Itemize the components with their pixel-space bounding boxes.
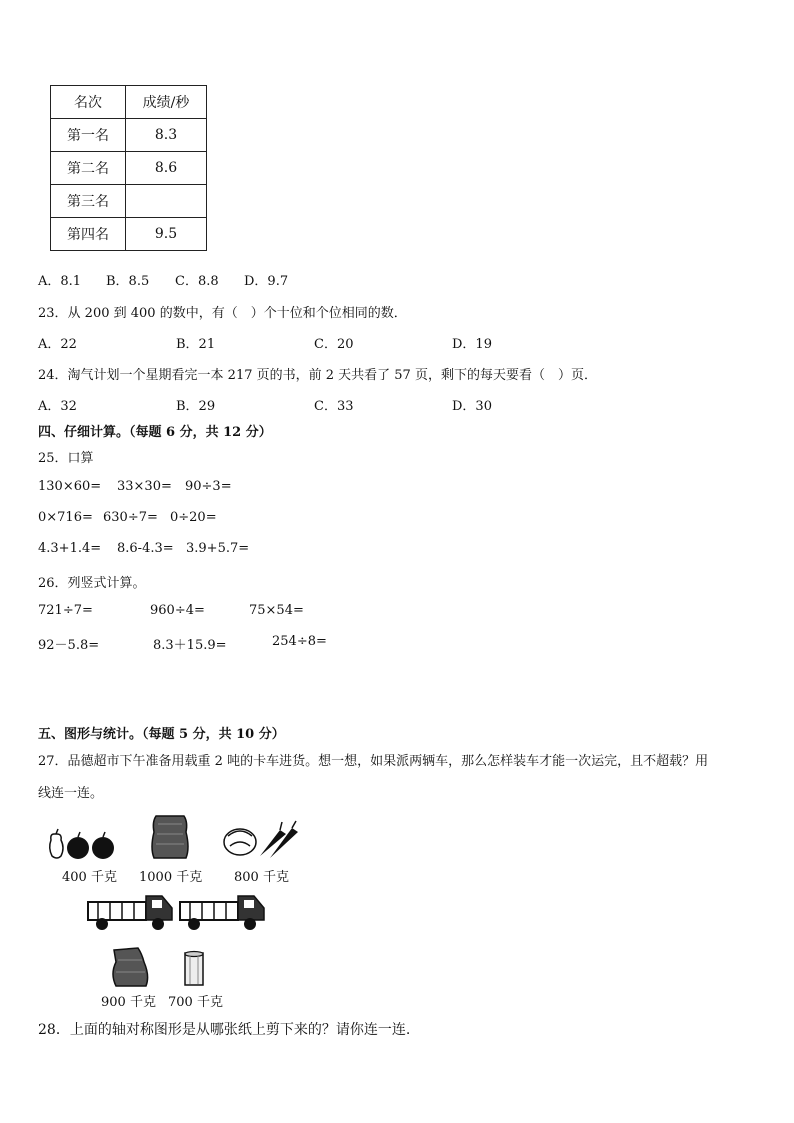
- bag-icon: [108, 946, 152, 988]
- oral-calc-item: 8.6-4.3=: [117, 541, 174, 556]
- q24-option-c: C．33: [314, 399, 354, 414]
- table-cell: 8.3: [126, 119, 207, 152]
- vertical-calc-item: 8.3＋15.9=: [153, 638, 227, 653]
- q22-option-d: D．9.7: [244, 274, 289, 289]
- section-4-title: 四、仔细计算。（每题 6 分，共 12 分）: [38, 425, 272, 440]
- fruit-icon: [46, 828, 120, 862]
- table-header-cell: 成绩/秒: [126, 86, 207, 119]
- table-cell: 第一名: [51, 119, 126, 152]
- q28-question: 28．上面的轴对称图形是从哪张纸上剪下来的？请你连一连.: [38, 1022, 411, 1038]
- oral-calc-item: 630÷7=: [103, 510, 158, 525]
- table-row: [51, 152, 207, 185]
- oral-calc-item: 0÷20=: [170, 510, 217, 525]
- goods-label: 700 千克: [168, 995, 223, 1010]
- oral-calc-item: 90÷3=: [185, 479, 232, 494]
- goods-label: 900 千克: [101, 995, 156, 1010]
- q24-option-d: D．30: [452, 399, 492, 414]
- goods-label: 800 千克: [234, 870, 289, 885]
- section-5-title: 五、图形与统计。（每题 5 分，共 10 分）: [38, 727, 285, 742]
- oral-calc-item: 0×716=: [38, 510, 93, 525]
- q24-option-b: B．29: [176, 399, 216, 414]
- oral-calc-item: 33×30=: [117, 479, 172, 494]
- q25-title: 25．口算: [38, 451, 94, 466]
- q23-option-b: B．21: [176, 337, 216, 352]
- oral-calc-item: 130×60=: [38, 479, 102, 494]
- table-cell: [126, 185, 207, 218]
- vegetable-icon: [220, 820, 302, 860]
- vertical-calc-item: 75×54=: [249, 603, 304, 618]
- table-cell: 第三名: [51, 185, 126, 218]
- q23-option-a: A．22: [38, 337, 77, 352]
- table-cell: 第四名: [51, 218, 126, 251]
- q27-text-line1: 27．品德超市下午准备用载重 2 吨的卡车进货。想一想，如果派两辆车，那么怎样装车才能一次运完，且不超载？用: [38, 754, 709, 769]
- q26-title: 26．列竖式计算。: [38, 576, 146, 591]
- table-row: [51, 218, 207, 251]
- table-row: [51, 119, 207, 152]
- oral-calc-item: 3.9+5.7=: [186, 541, 250, 556]
- goods-label: 400 千克: [62, 870, 117, 885]
- q23-option-c: C．20: [314, 337, 354, 352]
- q22-option-c: C．8.8: [175, 274, 219, 289]
- table-header-cell: 名次: [51, 86, 126, 119]
- q22-option-a: A．8.1: [38, 274, 82, 289]
- table-header-row: [51, 86, 207, 119]
- q24-option-a: A．32: [38, 399, 77, 414]
- vertical-calc-item: 92－5.8=: [38, 638, 100, 653]
- vertical-calc-item: 254÷8=: [272, 634, 327, 649]
- sack-icon: [148, 812, 192, 860]
- table-cell: 9.5: [126, 218, 207, 251]
- score-table: [50, 85, 207, 251]
- q23-question: 23．从 200 到 400 的数中，有（ ）个十位和个位相同的数．: [38, 306, 407, 321]
- q23-option-d: D．19: [452, 337, 492, 352]
- table-cell: 8.6: [126, 152, 207, 185]
- truck-icon: [86, 890, 176, 934]
- q24-question: 24．淘气计划一个星期看完一本 217 页的书，前 2 天共看了 57 页，剩下的每天要看（ ）页．: [38, 368, 597, 383]
- vertical-calc-item: 960÷4=: [150, 603, 205, 618]
- truck-icon: [178, 890, 268, 934]
- table-row: [51, 185, 207, 218]
- q27-text-line2: 线连一连。: [38, 786, 104, 801]
- oral-calc-item: 4.3+1.4=: [38, 541, 102, 556]
- barrel-icon: [182, 950, 206, 988]
- vertical-calc-item: 721÷7=: [38, 603, 93, 618]
- q22-option-b: B．8.5: [106, 274, 150, 289]
- goods-label: 1000 千克: [139, 870, 203, 885]
- table-cell: 第二名: [51, 152, 126, 185]
